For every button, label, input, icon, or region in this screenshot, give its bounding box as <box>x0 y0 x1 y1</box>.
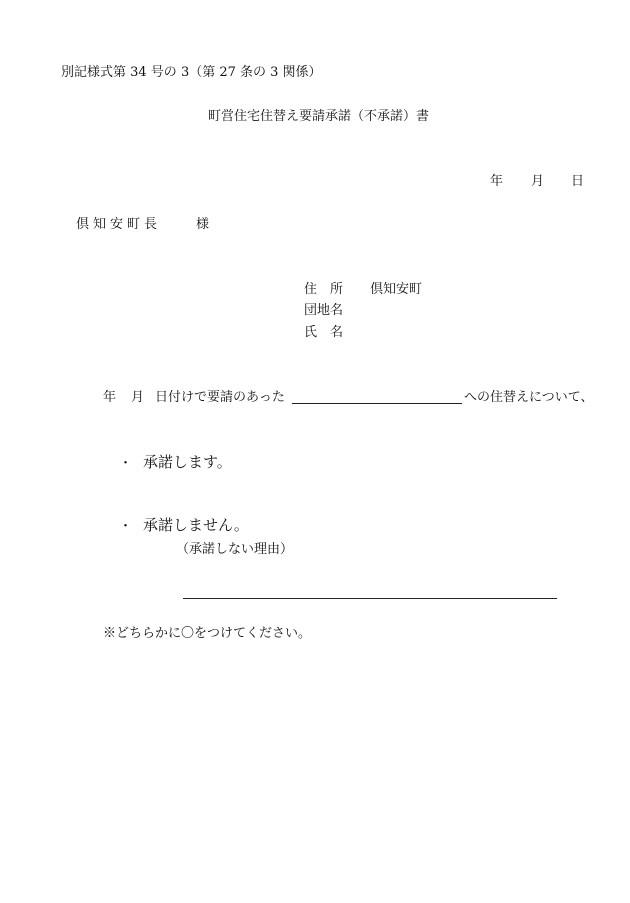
addressee-name: 倶知安町長 <box>76 217 162 232</box>
date-day-label: 日 <box>571 174 585 189</box>
date-month-label: 月 <box>531 174 545 189</box>
request-year-label: 年 <box>103 390 117 405</box>
option-decline-bullet: ・ <box>119 519 133 534</box>
request-month-label: 月 <box>131 390 145 405</box>
option-accept-bullet: ・ <box>119 456 133 471</box>
request-text: 日付けで要請のあった <box>155 390 285 405</box>
option-decline: 承諾しません。 <box>143 516 249 534</box>
form-number: 別記様式第 34 号の 3（第 27 条の 3 関係） <box>61 65 322 80</box>
document-title: 町営住宅住替え要請承諾（不承諾）書 <box>208 109 430 124</box>
request-text-suffix: への住替えについて、 <box>464 390 594 405</box>
addressee-honorific: 様 <box>196 217 210 232</box>
option-accept: 承諾します。 <box>143 453 232 471</box>
address-label: 住 所 <box>304 282 344 297</box>
applicant-name-label: 氏 名 <box>304 325 344 340</box>
instruction-note: ※どちらかに〇をつけてください。 <box>103 626 312 641</box>
decline-reason-line <box>183 598 557 599</box>
complex-name-label: 団地名 <box>304 303 344 318</box>
housing-name-blank-line <box>292 403 462 404</box>
decline-reason-label: （承諾しない理由） <box>176 542 294 557</box>
address-value: 倶知安町 <box>370 282 423 297</box>
date-year-label: 年 <box>490 174 504 189</box>
